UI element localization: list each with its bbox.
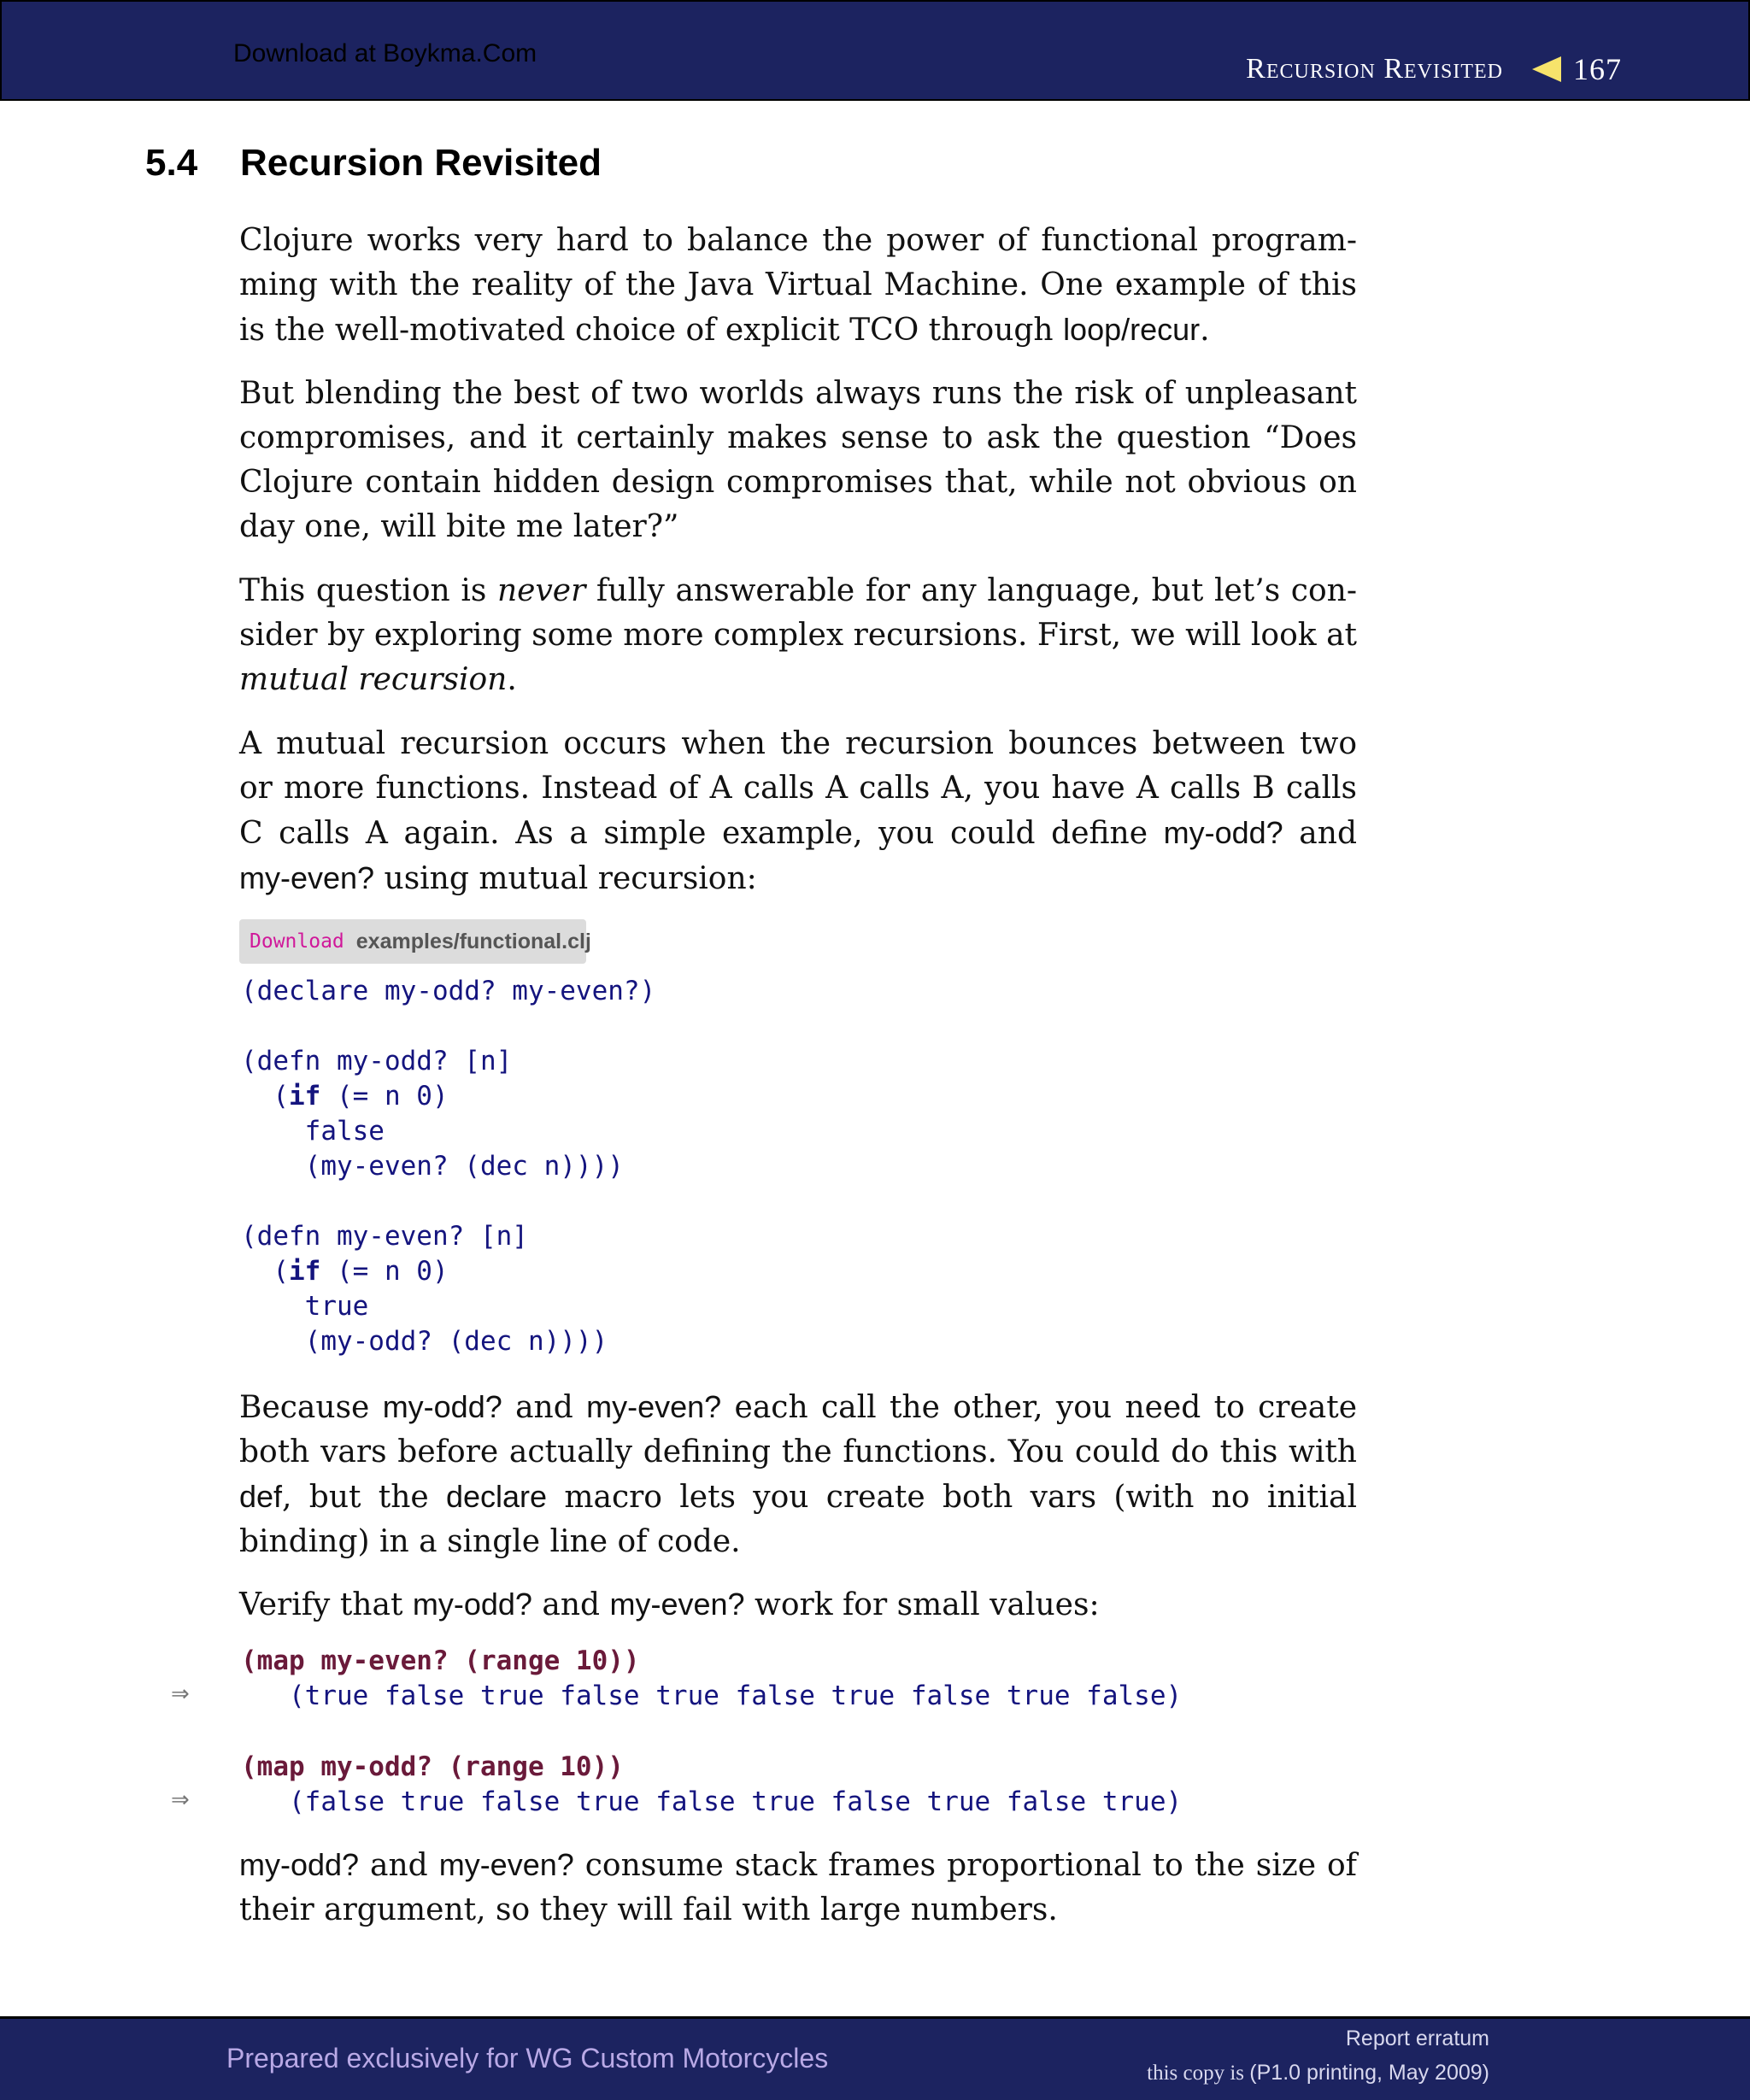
text-line: both vars before actually defining the functions. You could do this with bbox=[239, 1434, 1357, 1469]
text-line: C calls A again. As a simple example, you could define my-odd? and bbox=[239, 815, 1357, 851]
code-line: (if (= n 0) bbox=[241, 1081, 449, 1112]
text-line: mutual recursion. bbox=[239, 662, 517, 697]
text-line: def, but the declare macro lets you create both vars (with no initial bbox=[239, 1479, 1357, 1515]
repl-output: (false true false true false true false true false true) bbox=[289, 1786, 1183, 1817]
result-arrow-icon: ⇒ bbox=[171, 1787, 190, 1813]
running-head bbox=[1246, 51, 1622, 87]
repl-output: (true false true false true false true false true false) bbox=[289, 1681, 1183, 1711]
download-link[interactable] bbox=[239, 919, 591, 964]
section-heading bbox=[145, 142, 602, 185]
paragraph-compromises bbox=[239, 372, 1357, 549]
inline-code: loop/recur bbox=[1063, 312, 1201, 347]
code-line: (defn my-odd? [n] bbox=[241, 1046, 513, 1076]
inline-code: my-odd? bbox=[412, 1587, 532, 1622]
text-line: my-even? using mutual recursion: bbox=[239, 860, 757, 896]
code-line: false bbox=[241, 1116, 385, 1147]
inline-code: my-even? bbox=[239, 860, 375, 895]
code-line: (declare my-odd? my-even?) bbox=[241, 976, 656, 1006]
text-line: Clojure works very hard to balance the power of functional program- bbox=[239, 223, 1357, 258]
left-triangle-icon[interactable] bbox=[1532, 56, 1561, 82]
running-title: Recursion Revisited bbox=[1246, 53, 1503, 85]
text-line: their argument, so they will fail with large numbers. bbox=[239, 1892, 1058, 1927]
download-site-text: Download at Boykma.Com bbox=[233, 39, 537, 67]
copy-info: this copy is (P1.0 printing, May 2009) bbox=[1147, 2061, 1489, 2085]
code-line: true bbox=[241, 1291, 369, 1322]
section-number: 5.4 bbox=[145, 142, 198, 184]
repl-input: (map my-even? (range 10)) bbox=[241, 1645, 640, 1676]
code-line: (my-odd? (dec n)))) bbox=[241, 1326, 608, 1357]
inline-code: declare bbox=[445, 1479, 548, 1514]
text-line: sider by exploring some more complex recursions. First, we will look at bbox=[239, 618, 1357, 653]
text-line: or more functions. Instead of A calls A calls A, you have A calls B calls bbox=[239, 771, 1357, 806]
text-line: Clojure contain hidden design compromises that, while not obvious on bbox=[239, 465, 1357, 500]
text-line: Because my-odd? and my-even? each call the other, you need to create bbox=[239, 1389, 1357, 1425]
text-line: is the well-motivated choice of explicit TCO through loop/recur. bbox=[239, 312, 1210, 348]
repl-input: (map my-odd? (range 10)) bbox=[241, 1751, 624, 1782]
text-line: But blending the best of two worlds always runs the risk of unpleasant bbox=[239, 376, 1357, 411]
paragraph-stack-frames bbox=[239, 1843, 1357, 1933]
text-line: A mutual recursion occurs when the recursion bounces between two bbox=[239, 726, 1357, 761]
text-line: compromises, and it certainly makes sense to ask the question “Does bbox=[239, 420, 1357, 455]
prepared-for-text: Prepared exclusively for WG Custom Motorcycles bbox=[226, 2043, 829, 2074]
inline-code: my-odd? bbox=[382, 1389, 502, 1424]
section-title: Recursion Revisited bbox=[240, 142, 602, 184]
text-line: Verify that my-odd? and my-even? work for small values: bbox=[239, 1587, 1100, 1622]
page-number: 167 bbox=[1573, 52, 1622, 86]
inline-code: def bbox=[239, 1479, 283, 1514]
result-arrow-icon: ⇒ bbox=[171, 1681, 190, 1707]
text-line: ming with the reality of the Java Virtual Machine. One example of this bbox=[239, 267, 1357, 302]
inline-code: my-even? bbox=[438, 1847, 574, 1882]
text-line: binding) in a single line of code. bbox=[239, 1524, 741, 1559]
inline-code: my-even? bbox=[586, 1389, 722, 1424]
emphasis: never bbox=[496, 573, 586, 608]
inline-code: my-odd? bbox=[1163, 815, 1283, 850]
paragraph-question bbox=[239, 569, 1357, 702]
paragraph-intro bbox=[239, 219, 1357, 353]
text-line: my-odd? and my-even? consume stack frames proportional to the size of bbox=[239, 1847, 1357, 1883]
code-line: (defn my-even? [n] bbox=[241, 1221, 528, 1252]
report-erratum-link[interactable]: Report erratum bbox=[1345, 2027, 1489, 2050]
paragraph-declare bbox=[239, 1385, 1357, 1564]
text-line: day one, will bite me later?” bbox=[239, 509, 679, 544]
file-path: examples/functional.clj bbox=[355, 929, 591, 953]
code-line: (if (= n 0) bbox=[241, 1256, 449, 1287]
paragraph-verify bbox=[239, 1582, 1357, 1628]
inline-code: my-even? bbox=[609, 1587, 745, 1622]
code-line: (my-even? (dec n)))) bbox=[241, 1151, 624, 1182]
download-word[interactable]: Download bbox=[250, 930, 344, 953]
inline-code: my-odd? bbox=[239, 1847, 360, 1882]
text-line: This question is never fully answerable for any language, but let’s con- bbox=[239, 573, 1357, 608]
emphasis: mutual recursion bbox=[239, 662, 508, 697]
paragraph-mutual-recursion bbox=[239, 722, 1357, 901]
code-block bbox=[241, 974, 655, 1359]
